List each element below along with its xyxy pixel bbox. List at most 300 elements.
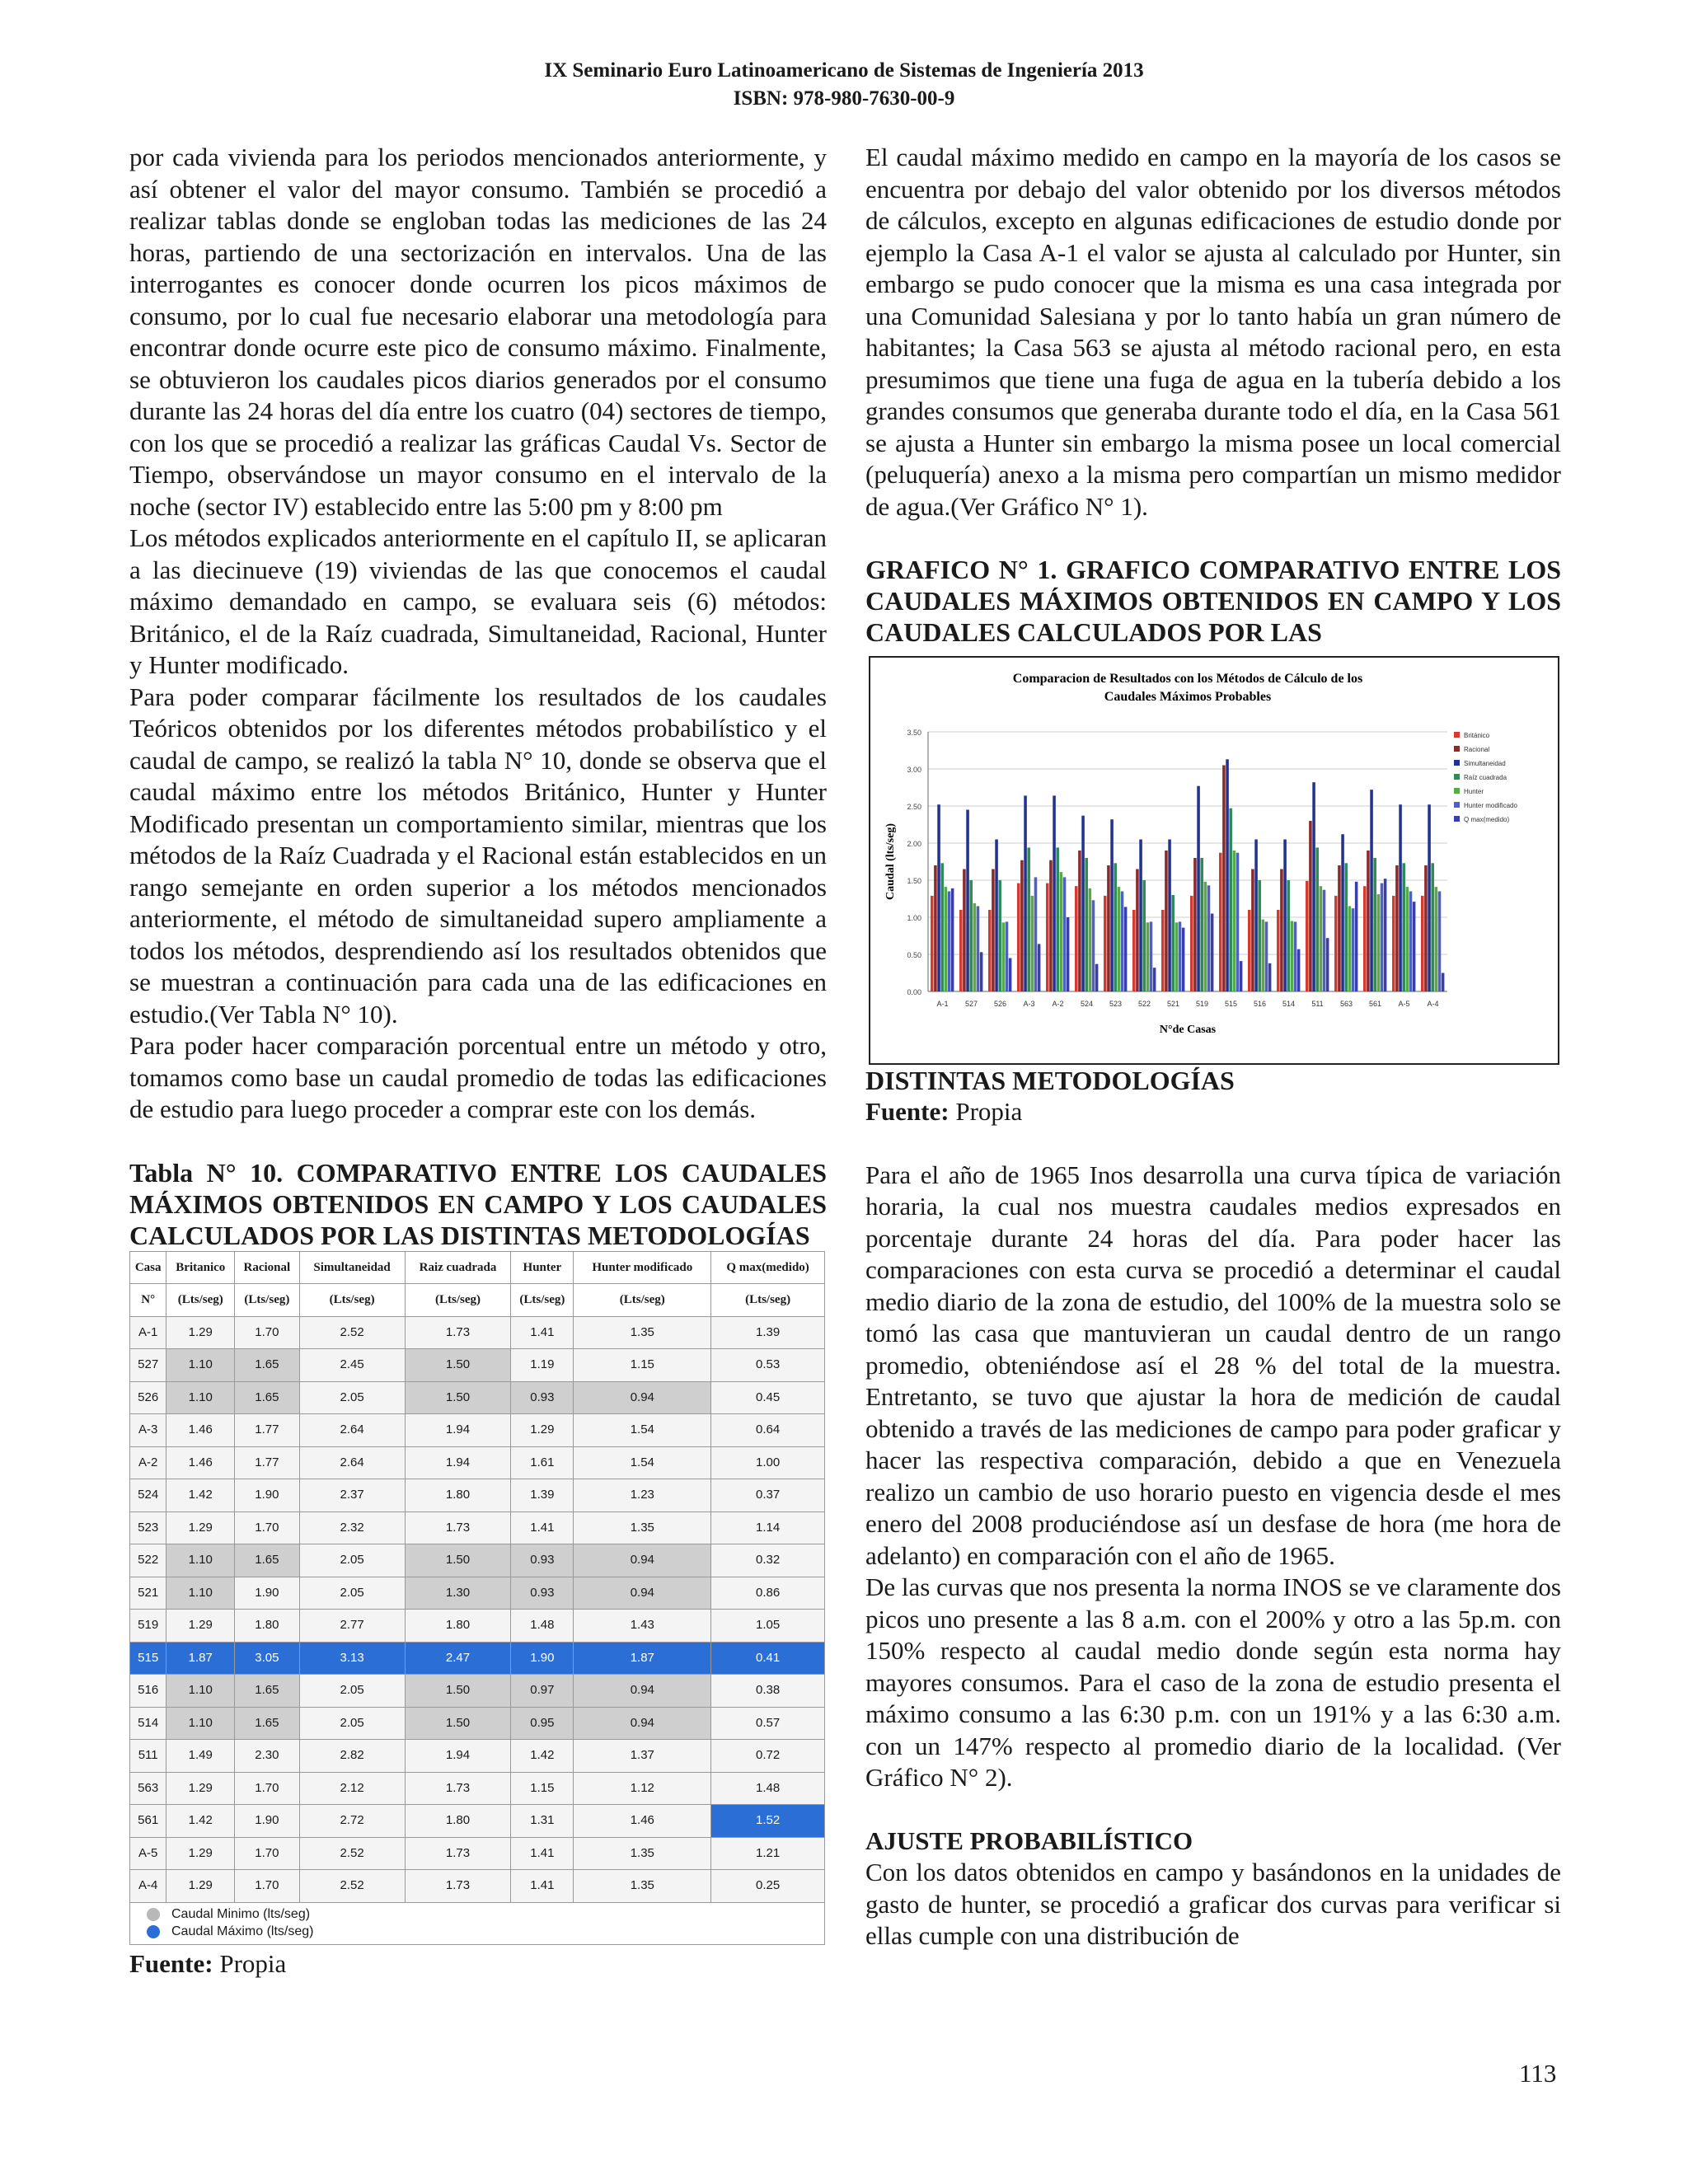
bar xyxy=(966,810,969,992)
x-tick-label: 561 xyxy=(1368,1000,1382,1008)
x-tick-label: A-1 xyxy=(936,1000,949,1008)
bar xyxy=(1153,968,1156,991)
source-label-2: Fuente: xyxy=(865,1097,950,1126)
table-cell: 2.05 xyxy=(299,1577,405,1610)
bar xyxy=(1095,964,1099,991)
table-cell: 1.77 xyxy=(235,1414,299,1447)
table-cell: 2.52 xyxy=(299,1870,405,1903)
table-row xyxy=(130,1446,825,1479)
x-tick-label: 563 xyxy=(1339,1000,1353,1008)
bar xyxy=(1248,910,1251,991)
table-cell: 1.80 xyxy=(405,1805,511,1838)
table-cell: 1.77 xyxy=(235,1446,299,1479)
table-cell: 1.48 xyxy=(711,1772,825,1805)
table-cell: 1.73 xyxy=(405,1511,511,1544)
bar xyxy=(1168,840,1171,992)
legend-swatch xyxy=(1454,774,1460,780)
legend-min-icon xyxy=(147,1908,160,1921)
bar xyxy=(1406,887,1409,991)
table-cell: 1.73 xyxy=(405,1870,511,1903)
bar xyxy=(948,892,951,992)
table-cell: 1.65 xyxy=(235,1381,299,1414)
bar xyxy=(1355,882,1358,991)
legend-swatch xyxy=(1454,760,1460,766)
left-column xyxy=(129,142,827,1980)
chart-title-line-2: Caudales Máximos Probables xyxy=(1104,690,1272,704)
table-cell: A-4 xyxy=(130,1870,166,1903)
table-cell: 0.94 xyxy=(574,1381,711,1414)
bar xyxy=(1277,910,1280,991)
table-cell: 1.43 xyxy=(574,1610,711,1643)
table-cell: 2.47 xyxy=(405,1642,511,1675)
legend-swatch xyxy=(1454,732,1460,738)
y-tick-label: 0.50 xyxy=(907,951,921,959)
table-cell: 0.97 xyxy=(511,1675,574,1708)
x-axis-label: N°de Casas xyxy=(1159,1024,1217,1036)
bar xyxy=(1294,921,1297,991)
table-row xyxy=(130,1349,825,1382)
x-tick-label: 527 xyxy=(964,1000,978,1008)
x-tick-label: 523 xyxy=(1109,1000,1123,1008)
table-subheader-7: (Lts/seg) xyxy=(711,1284,825,1317)
bar xyxy=(1421,896,1424,991)
table-cell: 0.93 xyxy=(511,1544,574,1577)
table-cell: 2.30 xyxy=(235,1740,299,1773)
table-cell: 1.15 xyxy=(574,1349,711,1382)
bar xyxy=(951,888,954,991)
bar xyxy=(1034,877,1038,991)
y-tick-label: 3.00 xyxy=(907,766,921,774)
bar xyxy=(1027,847,1030,991)
legend-swatch xyxy=(1454,816,1460,822)
bar xyxy=(1104,896,1107,991)
table-cell: 1.90 xyxy=(235,1805,299,1838)
bar xyxy=(1222,766,1226,992)
table-cell: 1.14 xyxy=(711,1511,825,1544)
table-cell: 0.25 xyxy=(711,1870,825,1903)
bar xyxy=(1197,786,1200,991)
bar xyxy=(1240,961,1243,991)
table-cell: 1.10 xyxy=(166,1707,235,1740)
bar xyxy=(1110,819,1114,991)
bar xyxy=(1424,865,1428,991)
bar xyxy=(1092,900,1095,991)
bar xyxy=(1078,851,1081,991)
bar xyxy=(1254,840,1258,992)
table-row xyxy=(130,1707,825,1740)
table-cell: 1.10 xyxy=(166,1577,235,1610)
table-subheader-6: (Lts/seg) xyxy=(574,1284,711,1317)
table-cell: 1.94 xyxy=(405,1740,511,1773)
bar xyxy=(1268,963,1272,991)
table-cell: 2.05 xyxy=(299,1544,405,1577)
table-cell: 0.94 xyxy=(574,1577,711,1610)
table-cell: 1.70 xyxy=(235,1772,299,1805)
table-header-6: Hunter modificado xyxy=(574,1251,711,1284)
bar xyxy=(945,887,948,991)
table-row xyxy=(130,1381,825,1414)
table-cell: 2.37 xyxy=(299,1479,405,1512)
bar xyxy=(1107,865,1110,991)
table-cell: 1.35 xyxy=(574,1870,711,1903)
table-cell: 1.35 xyxy=(574,1511,711,1544)
bar xyxy=(940,863,944,991)
bar xyxy=(1326,938,1329,991)
table-row xyxy=(130,1577,825,1610)
table-cell: A-1 xyxy=(130,1316,166,1349)
table-cell: 1.35 xyxy=(574,1837,711,1870)
right-paragraph-4: Con los datos obtenidos en campo y basándonos en la unidades de gasto de hunter, se procedió a graficar dos curvas para verificar si ellas cumple con una distribución de xyxy=(865,1858,1561,1950)
table-subheader-1: (Lts/seg) xyxy=(166,1284,235,1317)
bar xyxy=(1124,907,1128,991)
bar xyxy=(1283,840,1287,992)
bar xyxy=(1431,863,1434,991)
table-cell: 515 xyxy=(130,1642,166,1675)
bar xyxy=(1049,860,1053,991)
bar xyxy=(1315,847,1319,991)
bar xyxy=(1142,880,1146,991)
y-tick-label: 2.00 xyxy=(907,840,921,848)
bar xyxy=(1067,917,1070,991)
table-cell: 0.53 xyxy=(711,1349,825,1382)
legend-label: Simultaneidad xyxy=(1464,760,1506,767)
table-cell: 1.80 xyxy=(405,1479,511,1512)
table-cell: 1.10 xyxy=(166,1381,235,1414)
table-cell: 1.73 xyxy=(405,1772,511,1805)
bar xyxy=(937,804,940,991)
table-row xyxy=(130,1642,825,1675)
table-cell: 0.37 xyxy=(711,1479,825,1512)
bar xyxy=(1344,863,1348,991)
table-cell: 0.95 xyxy=(511,1707,574,1740)
table-cell: 1.29 xyxy=(166,1837,235,1870)
bar xyxy=(1348,907,1352,992)
table-row xyxy=(130,1511,825,1544)
legend-label: Q max(medido) xyxy=(1464,816,1510,823)
bar xyxy=(1219,853,1222,991)
bar xyxy=(1081,816,1085,991)
table-cell: 1.80 xyxy=(235,1610,299,1643)
bar xyxy=(1146,922,1150,991)
bar xyxy=(1017,883,1020,991)
table-cell: 1.70 xyxy=(235,1511,299,1544)
table-header-4: Raiz cuadrada xyxy=(405,1251,511,1284)
table-cell: 3.05 xyxy=(235,1642,299,1675)
table-subheader-row xyxy=(130,1284,825,1317)
bar xyxy=(973,903,977,991)
bar xyxy=(1136,869,1139,992)
bar xyxy=(1182,928,1185,991)
bar xyxy=(1251,869,1254,992)
bar xyxy=(1161,910,1165,991)
table-row xyxy=(130,1610,825,1643)
table-cell: 2.52 xyxy=(299,1837,405,1870)
table-cell: 516 xyxy=(130,1675,166,1708)
table-cell: 1.19 xyxy=(511,1349,574,1382)
bar xyxy=(1428,804,1431,991)
bar xyxy=(1384,879,1387,991)
table-cell: 1.46 xyxy=(574,1805,711,1838)
legend-swatch xyxy=(1454,746,1460,752)
table-cell: 1.49 xyxy=(166,1740,235,1773)
bar xyxy=(977,907,980,992)
y-tick-label: 2.50 xyxy=(907,803,921,811)
table-cell: 511 xyxy=(130,1740,166,1773)
table-cell: 2.05 xyxy=(299,1675,405,1708)
table-row xyxy=(130,1316,825,1349)
table-cell: 1.29 xyxy=(166,1610,235,1643)
table-cell: 0.32 xyxy=(711,1544,825,1577)
table-cell: 1.15 xyxy=(511,1772,574,1805)
source-value-2: Propia xyxy=(949,1097,1023,1126)
left-source xyxy=(129,1948,827,1980)
bar xyxy=(1291,921,1294,992)
table-cell: 1.00 xyxy=(711,1446,825,1479)
bar xyxy=(931,896,934,991)
bar xyxy=(1367,851,1370,991)
bar xyxy=(1211,914,1214,992)
table-legend xyxy=(129,1903,825,1945)
bar xyxy=(992,869,995,992)
y-tick-label: 1.00 xyxy=(907,914,921,922)
table-cell: 1.37 xyxy=(574,1740,711,1773)
bar xyxy=(934,865,937,991)
table-cell: 0.38 xyxy=(711,1675,825,1708)
table-cell: 1.80 xyxy=(405,1610,511,1643)
table-cell: 2.77 xyxy=(299,1610,405,1643)
table-caption: Tabla N° 10. COMPARATIVO ENTRE LOS CAUDALES MÁXIMOS OBTENIDOS EN CAMPO Y LOS CAUDALES CALCULADOS POR LAS DISTINTAS METODOLOGÍAS xyxy=(129,1157,827,1250)
table-row xyxy=(130,1544,825,1577)
bar xyxy=(1352,908,1355,991)
table-cell: 1.39 xyxy=(711,1316,825,1349)
header-line-1: IX Seminario Euro Latinoamericano de Sistemas de Ingeniería 2013 xyxy=(544,59,1144,82)
table-cell: A-5 xyxy=(130,1837,166,1870)
page-number: 113 xyxy=(1519,2059,1557,2088)
bar xyxy=(1413,902,1416,991)
bar xyxy=(1229,808,1232,991)
bar xyxy=(1236,853,1240,991)
chart-caption-end: DISTINTAS METODOLOGÍAS xyxy=(865,1066,1235,1095)
table-cell: 2.82 xyxy=(299,1740,405,1773)
bar xyxy=(1165,851,1168,991)
bar xyxy=(1262,920,1265,991)
table-cell: 1.48 xyxy=(511,1610,574,1643)
source-label: Fuente: xyxy=(129,1948,213,1978)
table-cell: A-2 xyxy=(130,1446,166,1479)
y-tick-label: 3.50 xyxy=(907,729,921,737)
bar xyxy=(1399,804,1402,991)
table-header-row xyxy=(130,1251,825,1284)
table-cell: 1.46 xyxy=(166,1446,235,1479)
bar xyxy=(1053,795,1056,991)
bar xyxy=(988,910,992,991)
chart-title-line-1: Comparacion de Resultados con los Métodos de Cálculo de los xyxy=(1012,672,1363,686)
right-source xyxy=(865,1096,1561,1128)
table-cell: 1.35 xyxy=(574,1316,711,1349)
bar xyxy=(1265,921,1268,991)
table-cell: 1.42 xyxy=(511,1740,574,1773)
table-cell: 1.90 xyxy=(235,1479,299,1512)
section-heading: AJUSTE PROBABILÍSTICO xyxy=(865,1825,1193,1855)
table-cell: 1.54 xyxy=(574,1446,711,1479)
table-cell: 1.31 xyxy=(511,1805,574,1838)
legend-label: Racional xyxy=(1464,746,1490,753)
bar xyxy=(1438,892,1442,992)
table-cell: 1.42 xyxy=(166,1805,235,1838)
bar xyxy=(1190,896,1193,991)
bar xyxy=(1306,881,1309,991)
bar xyxy=(1381,883,1384,991)
table-cell: 1.23 xyxy=(574,1479,711,1512)
x-tick-label: 519 xyxy=(1195,1000,1209,1008)
table-cell: 527 xyxy=(130,1349,166,1382)
bar xyxy=(1435,887,1438,991)
bar xyxy=(1132,910,1136,991)
table-subheader-4: (Lts/seg) xyxy=(405,1284,511,1317)
chart-caption: GRAFICO N° 1. GRAFICO COMPARATIVO ENTRE LOS CAUDALES MÁXIMOS OBTENIDOS EN CAMPO Y LOS CAUDALES CALCULADOS POR LAS xyxy=(865,555,1561,647)
table-cell: 1.70 xyxy=(235,1837,299,1870)
table-cell: 0.94 xyxy=(574,1675,711,1708)
x-tick-label: 516 xyxy=(1253,1000,1267,1008)
bar xyxy=(1338,865,1341,991)
x-tick-label: 515 xyxy=(1224,1000,1238,1008)
x-tick-label: A-2 xyxy=(1052,1000,1064,1008)
legend-max-label: Caudal Máximo (lts/seg) xyxy=(171,1924,314,1938)
legend-label: Raíz cuadrada xyxy=(1464,774,1507,781)
table-row xyxy=(130,1414,825,1447)
legend-swatch xyxy=(1454,802,1460,808)
bar xyxy=(1009,958,1012,992)
table-cell: 1.50 xyxy=(405,1381,511,1414)
table-cell: 521 xyxy=(130,1577,166,1610)
chart-1 xyxy=(870,658,1558,1063)
bar xyxy=(1114,863,1117,991)
table-header-2: Racional xyxy=(235,1251,299,1284)
legend-max-icon xyxy=(147,1925,160,1938)
table-header-5: Hunter xyxy=(511,1251,574,1284)
bar xyxy=(980,952,983,991)
table-row xyxy=(130,1837,825,1870)
table-cell: A-3 xyxy=(130,1414,166,1447)
bar xyxy=(1139,840,1142,992)
left-paragraph-3: Para poder comparar fácilmente los resultados de los caudales Teóricos obtenidos por los diferentes métodos probabilístico y el caudal de campo, se realizó la tabla N° 10, donde se observa que el caudal máximo entre los métodos Británico, Hunter y Hunter Modificado presentan un comportamiento similar, mientras que los métodos de la Raíz Cuadrada y el Racional están establecidos en un rango semejante en orden superior a los métodos mencionados anteriormente, el método de simultaneidad supero ampliamente a todos los métodos, desprendiendo así los resultados obtenidos que se muestran a continuación para cada una de las edificaciones en estudio.(Ver Tabla N° 10). xyxy=(129,682,827,1029)
table-cell: 1.41 xyxy=(511,1837,574,1870)
legend-min-label: Caudal Minimo (lts/seg) xyxy=(171,1906,311,1921)
table-cell: 514 xyxy=(130,1707,166,1740)
x-tick-label: 522 xyxy=(1137,1000,1151,1008)
bar xyxy=(1341,834,1344,991)
table-cell: 1.10 xyxy=(166,1675,235,1708)
bar xyxy=(1179,921,1182,991)
bar xyxy=(1200,858,1203,991)
left-paragraph-4: Para poder hacer comparación porcentual entre un método y otro, tomamos como base un caudal promedio de todas las edificaciones de estudio para luego proceder a comprar este con los demás. xyxy=(129,1031,827,1123)
bar xyxy=(1280,869,1283,992)
bar xyxy=(1320,886,1323,991)
bar xyxy=(1002,922,1006,991)
bar xyxy=(1226,759,1229,991)
right-paragraph-2: Para el año de 1965 Inos desarrolla una curva típica de variación horaria, la cual nos muestra caudales medios expresados en porcentaje durante 24 horas del día. Para poder hacer las comparaciones con esta curva se procedió a determinar el caudal medio diario de la zona de estudio, del 100% de la muestra solo se tomó las casa que mantuvieran un caudal dentro de un rango promedio, obteniéndose así el 28 % del total de la muestra. Entretanto, se tuvo que ajustar la hora de medición de caudal obtenido a través de las mediciones de campo para poder graficar y hacer las respectiva comparación, debido a que en Venezuela realizo un cambio de uso horario puesto en vigencia desde el mes enero del 2008 produciéndose así un desfase de hora (me hora de adelanto) en comparación con el año de 1965. xyxy=(865,1160,1561,1570)
table-cell: 1.70 xyxy=(235,1870,299,1903)
chart-frame xyxy=(869,656,1559,1065)
table-cell: 1.54 xyxy=(574,1414,711,1447)
table-row xyxy=(130,1740,825,1773)
table-cell: 1.10 xyxy=(166,1544,235,1577)
bar xyxy=(1287,880,1290,991)
table-cell: 3.13 xyxy=(299,1642,405,1675)
bar xyxy=(1392,896,1395,991)
table-cell: 1.46 xyxy=(166,1414,235,1447)
table-cell: 1.65 xyxy=(235,1707,299,1740)
table-cell: 0.93 xyxy=(511,1381,574,1414)
table-cell: 1.65 xyxy=(235,1544,299,1577)
table-cell: 0.45 xyxy=(711,1381,825,1414)
bar xyxy=(1442,973,1445,992)
table-header-3: Simultaneidad xyxy=(299,1251,405,1284)
table-10 xyxy=(129,1251,825,1903)
bar xyxy=(1089,888,1092,991)
bar xyxy=(1207,885,1211,991)
bar xyxy=(1373,858,1376,991)
table-row xyxy=(130,1675,825,1708)
table-cell: 2.05 xyxy=(299,1381,405,1414)
table-cell: 1.41 xyxy=(511,1870,574,1903)
table-cell: 2.45 xyxy=(299,1349,405,1382)
table-cell: 1.29 xyxy=(511,1414,574,1447)
bar xyxy=(969,880,973,991)
table-cell: 1.29 xyxy=(166,1870,235,1903)
table-cell: 1.41 xyxy=(511,1316,574,1349)
bar xyxy=(1334,896,1338,991)
bar xyxy=(1312,782,1315,991)
bar xyxy=(1395,865,1399,991)
table-cell: 1.42 xyxy=(166,1479,235,1512)
bar xyxy=(1171,895,1175,991)
table-cell: 2.05 xyxy=(299,1707,405,1740)
y-tick-label: 1.50 xyxy=(907,877,921,885)
table-cell: 1.65 xyxy=(235,1675,299,1708)
bar xyxy=(1363,886,1367,991)
table-cell: 0.57 xyxy=(711,1707,825,1740)
bar xyxy=(959,910,963,991)
bar xyxy=(1309,821,1312,991)
source-value: Propia xyxy=(213,1948,287,1978)
x-tick-label: A-3 xyxy=(1023,1000,1035,1008)
table-subheader-3: (Lts/seg) xyxy=(299,1284,405,1317)
bar xyxy=(995,840,998,992)
table-cell: 1.94 xyxy=(405,1414,511,1447)
y-axis-label: Caudal (lts/seg) xyxy=(884,823,897,900)
table-cell: 2.72 xyxy=(299,1805,405,1838)
bar xyxy=(1233,851,1236,991)
table-cell: 0.64 xyxy=(711,1414,825,1447)
x-tick-label: A-4 xyxy=(1427,1000,1439,1008)
table-cell: 522 xyxy=(130,1544,166,1577)
x-tick-label: A-5 xyxy=(1398,1000,1410,1008)
table-cell: 1.29 xyxy=(166,1316,235,1349)
table-subheader-0: N° xyxy=(130,1284,166,1317)
table-cell: 0.41 xyxy=(711,1642,825,1675)
table-cell: 0.93 xyxy=(511,1577,574,1610)
bar xyxy=(1193,858,1197,991)
right-column xyxy=(865,142,1561,1952)
table-cell: 1.29 xyxy=(166,1511,235,1544)
bar xyxy=(1038,944,1041,991)
bar xyxy=(1056,847,1059,991)
right-paragraph-1: El caudal máximo medido en campo en la mayoría de los casos se encuentra por debajo del valor obtenido por los diversos métodos de cálculos, excepto en algunas edificaciones de estudio donde por ejemplo la Casa A-1 el valor se ajusta al calculado por Hunter, sin embargo se pudo conocer que la misma es una casa integrada por una Comunidad Salesiana y por lo tanto había un gran número de habitantes; la Casa 563 se ajusta al método racional pero, en esta presumimos que tiene una fuga de agua en la tubería debido a los grandes consumos que generaba durante todo el día, en la Casa 561 se ajusta a Hunter sin embargo la misma posee un local comercial (peluquería) anexo a la misma pero compartían un mismo medidor de agua.(Ver Gráfico N° 1). xyxy=(865,143,1561,521)
table-cell: 1.73 xyxy=(405,1837,511,1870)
table-header-7: Q max(medido) xyxy=(711,1251,825,1284)
bar xyxy=(1020,860,1024,991)
